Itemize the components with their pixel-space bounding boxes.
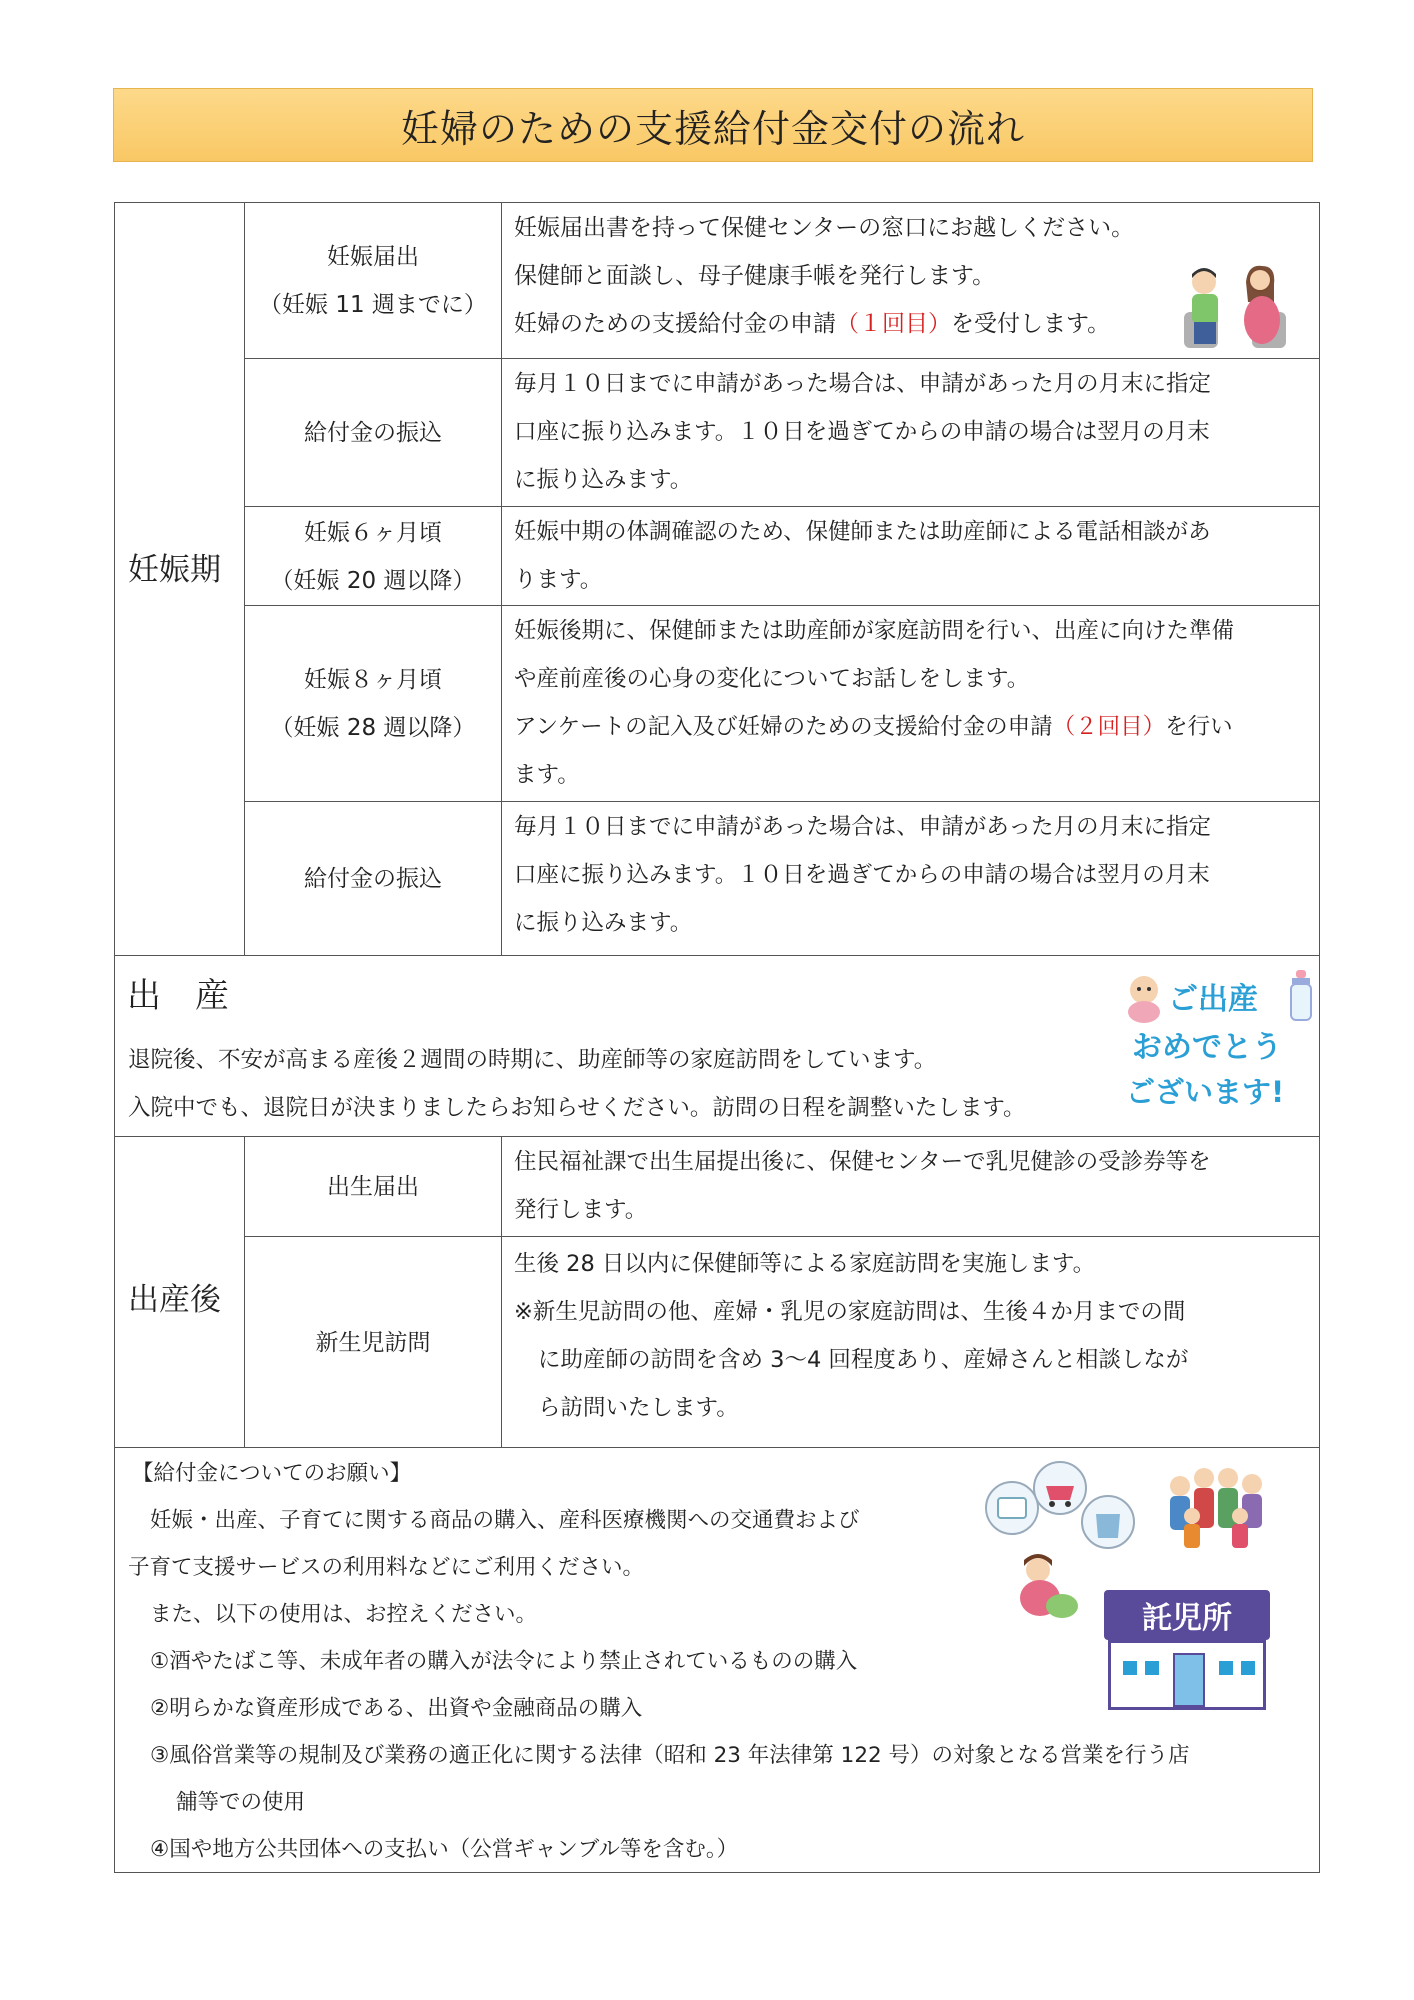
step-description	[514, 508, 1316, 604]
family-illustration-icon	[1160, 1458, 1280, 1558]
step-label-line: （妊娠 11 週までに）	[259, 292, 487, 318]
step-label-pregnancy-report	[246, 204, 500, 358]
baby-bottle-icon	[1288, 970, 1314, 1022]
step-label-line: 妊娠６ヶ月頃	[304, 519, 442, 546]
text-line: 口座に振り込みます。１０日を過ぎてからの申請の場合は翌月の月末	[514, 419, 1210, 445]
text-line: 保健師と面談し、母子健康手帳を発行します。	[514, 263, 996, 289]
step-label-month6	[246, 508, 500, 605]
text-span: 妊婦のための支援給付金の申請	[514, 311, 836, 337]
divider	[244, 358, 1320, 359]
text-line: 妊娠・出産、子育てに関する商品の購入、産科医療機関への交通費および	[150, 1508, 860, 1533]
text-span: を受付します。	[951, 311, 1111, 337]
list-item: ④国や地方公共団体への支払い（公営ギャンブル等を含む。）	[150, 1837, 739, 1862]
step-description	[514, 607, 1316, 799]
divider	[114, 1447, 1320, 1448]
text-line: 子育て支援サービスの利用料などにご利用ください。	[128, 1555, 645, 1580]
text-line	[514, 300, 1164, 348]
step-description	[514, 360, 1316, 504]
text-line: に振り込みます。	[514, 467, 693, 493]
birth-heading: 出 産	[127, 976, 229, 1016]
text-line: 住民福祉課で出生届提出後に、保健センターで乳児健診の受診券等を	[514, 1149, 1211, 1175]
text-span: アンケートの記入及び妊婦のための支援給付金の申請	[514, 714, 1053, 740]
divider	[501, 1136, 502, 1447]
list-item: ①酒やたばこ等、未成年者の購入が法令により禁止されているものの購入	[150, 1649, 858, 1674]
divider	[114, 955, 1320, 956]
divider	[244, 605, 1320, 606]
divider	[244, 202, 245, 955]
step-label-line: 妊娠届出	[327, 244, 419, 270]
second-application-highlight: （２回目）	[1052, 714, 1166, 740]
text-line: 妊娠届出書を持って保健センターの窓口にお越しください。	[514, 215, 1135, 241]
phase-label-pregnancy: 妊娠期	[128, 552, 221, 588]
list-item: ②明らかな資産形成である、出資や金融商品の購入	[150, 1696, 643, 1721]
step-label-newborn-visit: 新生児訪問	[315, 1329, 431, 1356]
text-span: を行い	[1165, 714, 1233, 740]
text-line: 妊娠後期に、保健師または助産師が家庭訪問を行い、出産に向けた準備	[514, 618, 1235, 644]
step-description	[514, 204, 1164, 348]
text-line: 毎月１０日までに申請があった場合は、申請があった月の月末に指定	[514, 814, 1212, 840]
list-item-continued: 舗等での使用	[176, 1790, 306, 1815]
divider	[244, 801, 1320, 802]
badge-line: おめでとう	[1132, 1030, 1282, 1065]
baby-icon	[1118, 972, 1170, 1024]
text-line: また、以下の使用は、お控えください。	[150, 1602, 538, 1627]
badge-line: ございます!	[1126, 1075, 1285, 1109]
nursery-sign-text: 託児所	[1142, 1601, 1232, 1636]
badge-line: ご出産	[1168, 982, 1258, 1017]
text-line	[514, 703, 1316, 751]
step-label-line: （妊娠 20 週以降）	[270, 567, 476, 594]
text-line: 発行します。	[514, 1197, 648, 1223]
congratulations-badge	[1118, 966, 1314, 1126]
phase-label-postpartum: 出産後	[128, 1282, 221, 1318]
divider	[244, 1136, 245, 1447]
page-title: 妊婦のための支援給付金交付の流れ	[113, 88, 1313, 162]
text-line: 妊娠中期の体調確認のため、保健師または助産師による電話相談があ	[514, 519, 1211, 545]
step-description	[514, 1240, 1316, 1432]
list-item: ③風俗営業等の規制及び業務の適正化に関する法律（昭和 23 年法律第 122 号）の対象となる営業を行う店	[150, 1743, 1190, 1768]
text-line: 生後 28 日以内に保健師等による家庭訪問を実施します。	[514, 1251, 1096, 1277]
nursery-building-icon	[1104, 1590, 1270, 1710]
step-label-line: （妊娠 28 週以降）	[270, 715, 476, 741]
text-line: 退院後、不安が高まる産後２週間の時期に、助産師等の家庭訪問をしています。	[128, 1047, 937, 1073]
step-description	[514, 803, 1316, 947]
divider	[114, 1136, 1320, 1137]
divider	[501, 202, 502, 955]
consultation-illustration-icon	[1182, 262, 1292, 354]
divider	[244, 1236, 1320, 1237]
text-line: ります。	[514, 567, 603, 593]
step-description	[514, 1138, 1316, 1234]
step-label-line: 妊娠８ヶ月頃	[304, 667, 442, 693]
divider	[244, 506, 1320, 507]
text-line: に助産師の訪問を含め 3～4 回程度あり、産婦さんと相談しなが	[538, 1347, 1189, 1373]
text-line: ※新生児訪問の他、産婦・乳児の家庭訪問は、生後４か月までの間	[514, 1299, 1186, 1325]
notes-heading: 【給付金についてのお願い】	[132, 1461, 412, 1486]
first-application-highlight: （１回目）	[836, 311, 951, 337]
text-line: に振り込みます。	[514, 910, 693, 936]
text-line: 入院中でも、退院日が決まりましたらお知らせください。訪問の日程を調整いたします。	[128, 1095, 1026, 1121]
step-label-transfer-1: 給付金の振込	[304, 420, 442, 446]
birth-description	[128, 1036, 1128, 1132]
step-label-transfer-2: 給付金の振込	[304, 866, 442, 892]
step-label-birth-report: 出生届出	[327, 1174, 419, 1200]
step-label-month8	[246, 607, 500, 801]
text-line: ます。	[514, 762, 580, 788]
text-line: や産前産後の心身の変化についてお話しをします。	[514, 666, 1030, 692]
text-line: 口座に振り込みます。１０日を過ぎてからの申請の場合は翌月の月末	[514, 862, 1210, 888]
text-line: 毎月１０日までに申請があった場合は、申請があった月の月末に指定	[514, 371, 1212, 397]
text-line: ら訪問いたします。	[538, 1395, 739, 1421]
